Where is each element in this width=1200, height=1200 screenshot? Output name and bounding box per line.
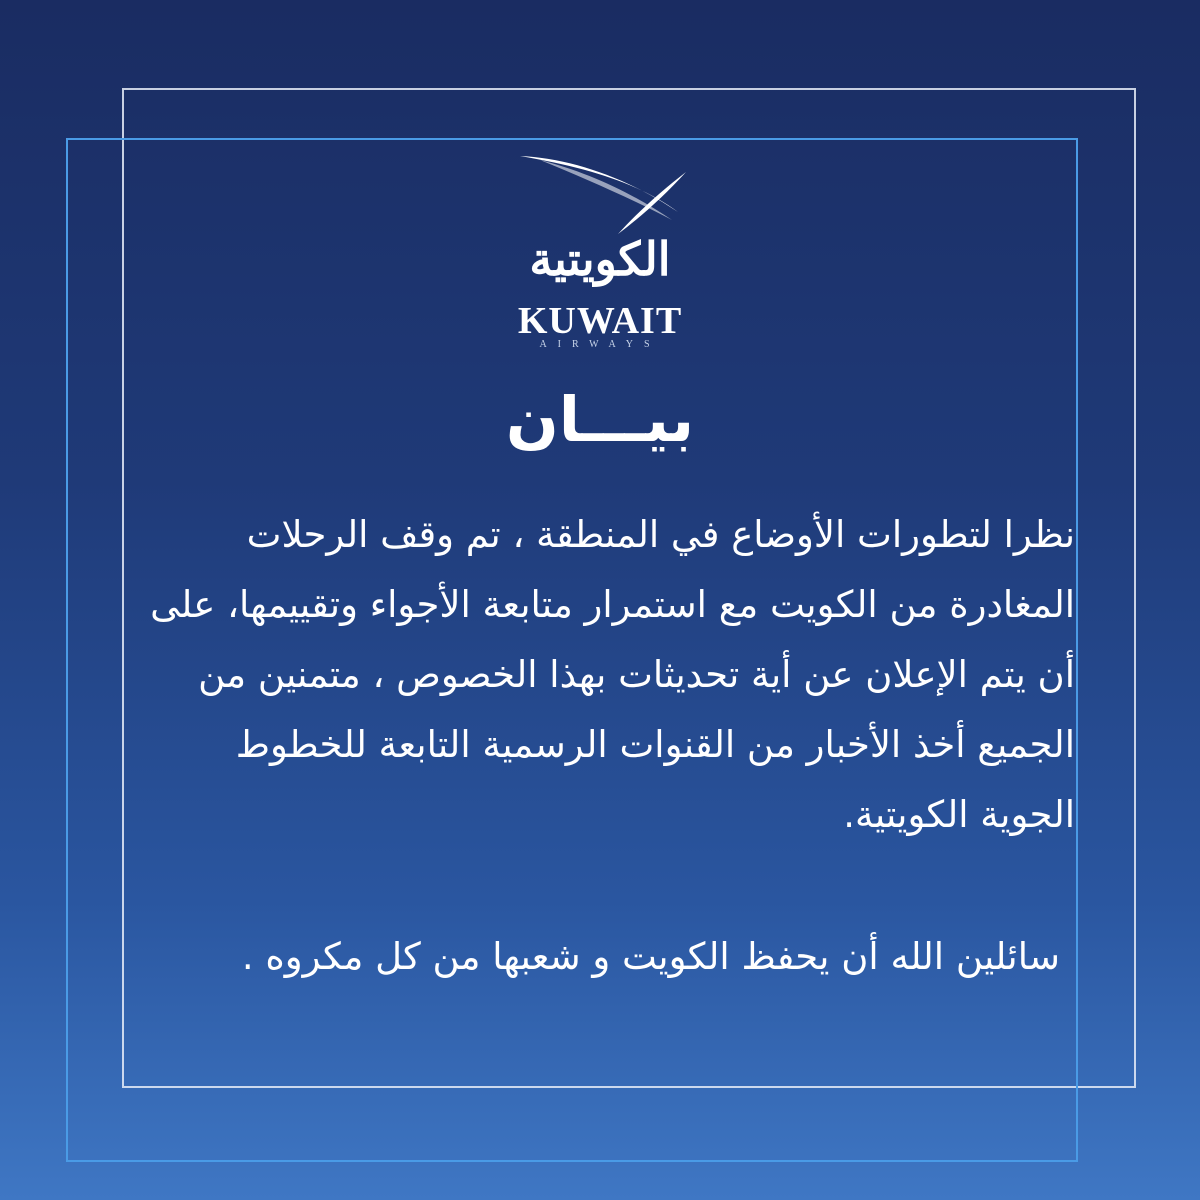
kuwait-airways-logo	[500, 150, 700, 360]
logo-arabic-wordmark: الكويتية	[529, 232, 671, 286]
logo-english-wordmark: KUWAIT	[517, 300, 683, 342]
statement-closing: سائلين الله أن يحفظ الكويت و شعبها من كل مكروه .	[241, 935, 1060, 978]
logo-airways-subtitle: AIRWAYS	[539, 339, 661, 350]
statement-heading: بيـــان	[505, 383, 695, 456]
kuwait-airways-emblem-icon	[510, 150, 690, 240]
statement-body: نظرا لتطورات الأوضاع في المنطقة ، تم وقف الرحلات المغادرة من الكويت مع استمرار متابعة الأجواء وتقييمها، على أن يتم الإعلان عن أية تحديثات بهذا الخصوص ، متمنين من الجميع أخذ الأخبار من القنوات الرسمية التابعة للخطوط الجوية الكويتية.	[150, 513, 1075, 836]
